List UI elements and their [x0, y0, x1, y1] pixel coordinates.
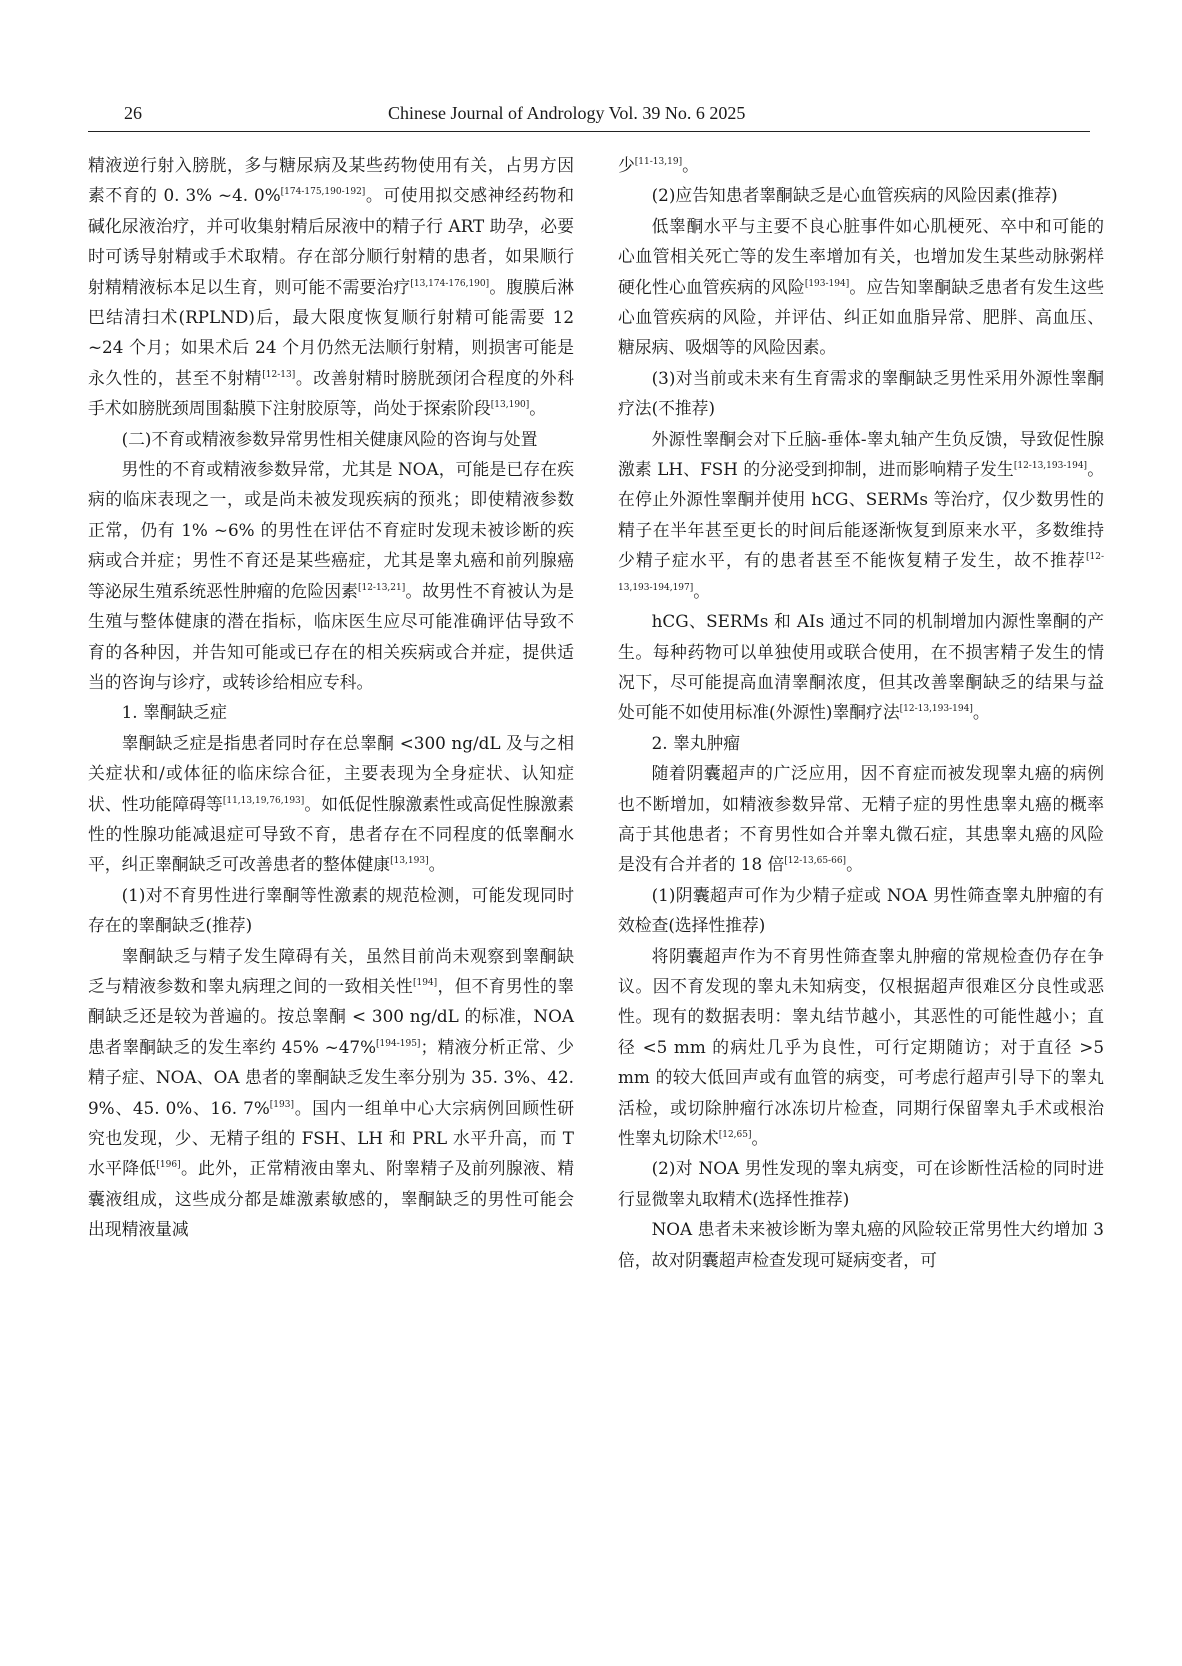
paragraph: [88, 150, 574, 424]
citation-reference: [196]: [156, 1160, 181, 1171]
left-column: [88, 150, 574, 1245]
citation-reference: [13,190]: [490, 400, 530, 411]
citation-reference: [12-13,193-194]: [899, 704, 973, 715]
paragraph: [618, 150, 1104, 180]
paragraph: [618, 363, 1104, 424]
paragraph: [88, 424, 574, 454]
paragraph-text: (二)不育或精液参数异常男性相关健康风险的咨询与处置: [121, 428, 538, 449]
paragraph-text: 。国内一组单中心大宗病例回顾性研究也发现，少、无精子组的 FSH、LH 和 PRL 水平升高，而 T 水平降低: [88, 1097, 574, 1179]
paragraph: [618, 941, 1104, 1154]
citation-reference: [13,174-176,190]: [410, 278, 490, 289]
paragraph-text: 。可使用拟交感神经药物和碱化尿液治疗，并可收集射精后尿液中的精子行 ART 助孕，必要时可诱导射精或手术取精。存在部分顺行射精的患者，如果顺行射精精液标本足以生育，则可能不需要治疗: [88, 185, 574, 297]
paragraph-text: ；精液分析正常、少精子症、NOA、OA 患者的睾酮缺乏发生率分别为 35. 3%、42. 9%、45. 0%、16. 7%: [88, 1036, 574, 1118]
paragraph-text: (1)对不育男性进行睾酮等性激素的规范检测，可能发现同时存在的睾酮缺乏(推荐): [88, 884, 574, 936]
paragraph-text: 。: [682, 155, 699, 175]
citation-reference: [194-195]: [376, 1038, 421, 1049]
paragraph-text: 。故男性不育被认为是生殖与整体健康的潜在指标，临床医生应尽可能准确评估导致不育的各种因，并告知可能或已存在的相关疾病或合并症，提供适当的咨询与诊疗，或转诊给相应专科。: [88, 580, 574, 692]
citation-reference: [194]: [412, 977, 438, 988]
paragraph-text: 随着阴囊超声的广泛应用，因不育症而被发现睾丸癌的病例也不断增加，如精液参数异常、无精子症的男性患睾丸癌的概率高于其他患者；不育男性如合并睾丸微石症，其患睾丸癌的风险是没有合并者的 18 倍: [618, 763, 1104, 875]
paragraph-text: (1)阴囊超声可作为少精子症或 NOA 男性筛查睾丸肿瘤的有效检查(选择性推荐): [618, 884, 1104, 936]
running-header: [88, 103, 1090, 133]
header-rule: [88, 131, 1090, 132]
paragraph: [618, 880, 1104, 941]
paragraph-text: 。在停止外源性睾酮并使用 hCG、SERMs 等治疗，仅少数男性的精子在半年甚至更长的时间后能逐渐恢复到原来水平，多数维持少精子症水平，有的患者甚至不能恢复精子发生，故不推荐: [618, 459, 1104, 571]
page-number: 26: [124, 103, 142, 123]
citation-reference: [12-13,193-194]: [1013, 461, 1088, 472]
citation-reference: [12-13,21]: [357, 582, 406, 593]
paragraph-text: 。此外，正常精液由睾丸、附睾精子及前列腺液、精囊液组成，这些成分都是雄激素敏感的，睾酮缺乏的男性可能会出现精液量减: [88, 1158, 574, 1240]
paragraph-text: 。: [846, 854, 863, 875]
paragraph-text: 。: [428, 854, 446, 875]
paragraph-text: 。: [751, 1128, 769, 1148]
citation-reference: [193-194]: [804, 278, 850, 289]
paragraph-text: 外源性睾酮会对下丘脑-垂体-睾丸轴产生负反馈，导致促性腺激素 LH、FSH 的分泌受到抑制，进而影响精子发生: [618, 428, 1104, 480]
paragraph: [618, 1153, 1104, 1214]
paragraph-text: 1. 睾酮缺乏症: [121, 702, 227, 723]
citation-reference: [12,65]: [718, 1130, 752, 1140]
paragraph-text: 。: [529, 398, 547, 419]
paragraph-text: 男性的不育或精液参数异常，尤其是 NOA，可能是已存在疾病的临床表现之一，或是尚未被发现疾病的预兆；即使精液参数正常，仍有 1% ~6% 的男性在评估不育症时发现未被诊断的疾病或合并症；男性不育还是某些癌症，尤其是睾丸癌和前列腺癌等泌尿生殖系统恶性肿瘤的危险因素: [88, 459, 574, 601]
paragraph-text: 。应告知睾酮缺乏患者有发生这些心血管疾病的风险，并评估、纠正如血脂异常、肥胖、高血压、糖尿病、吸烟等的风险因素。: [618, 276, 1104, 358]
paragraph-text: 少: [618, 155, 635, 175]
paragraph-text: 。如低促性腺激素性或高促性腺激素性的性腺功能减退症可导致不育，患者存在不同程度的低睾酮水平，纠正睾酮缺乏可改善患者的整体健康: [88, 793, 574, 875]
paragraph: [618, 728, 1104, 758]
paragraph: [88, 941, 574, 1245]
citation-reference: [11-13,19]: [634, 157, 683, 167]
citation-reference: [174-175,190-192]: [280, 187, 366, 198]
paragraph: [618, 211, 1104, 363]
paragraph-text: 。: [972, 702, 990, 723]
journal-citation: Chinese Journal of Andrology Vol. 39 No. 6 2025: [388, 103, 746, 123]
paragraph-text: 。: [693, 580, 711, 601]
paragraph-text: (2)应告知患者睾酮缺乏是心血管疾病的风险因素(推荐): [651, 185, 1058, 206]
paragraph: [618, 180, 1104, 210]
paragraph: [618, 758, 1104, 880]
citation-reference: [193]: [269, 1099, 294, 1110]
paragraph-text: hCG、SERMs 和 AIs 通过不同的机制增加内源性睾酮的产生。每种药物可以单独使用或联合使用，在不损害精子发生的情况下，尽可能提高血清睾酮浓度，但其改善睾酮缺乏的结果与益处可能不如使用标准(外源性)睾酮疗法: [618, 611, 1104, 723]
citation-reference: [12-13,65-66]: [784, 856, 847, 867]
paragraph-text: (3)对当前或未来有生育需求的睾酮缺乏男性采用外源性睾酮疗法(不推荐): [618, 367, 1104, 419]
right-column: [618, 150, 1104, 1275]
citation-reference: [11,13,19,76,193]: [222, 795, 305, 806]
paragraph: [618, 424, 1104, 606]
paragraph-text: ，但不育男性的睾酮缺乏还是较为普遍的。按总睾酮 < 300 ng/dL 的标准，NOA 患者睾酮缺乏的发生率约 45% ~47%: [88, 975, 574, 1057]
paragraph: [88, 454, 574, 697]
paragraph-text: 。改善射精时膀胱颈闭合程度的外科手术如膀胱颈周围黏膜下注射胶原等，尚处于探索阶段: [88, 367, 574, 419]
paragraph: [88, 697, 574, 727]
paragraph-text: 睾酮缺乏症是指患者同时存在总睾酮 <300 ng/dL 及与之相关症状和/或体征的临床综合征，主要表现为全身症状、认知症状、性功能障碍等: [88, 732, 574, 814]
paragraph: [88, 880, 574, 941]
citation-reference: [12-13,193-194,197]: [618, 552, 1104, 593]
paragraph-text: 将阴囊超声作为不育男性筛查睾丸肿瘤的常规检查仍存在争议。因不育发现的睾丸未知病变，仅根据超声很难区分良性或恶性。现有的数据表明：睾丸结节越小，其恶性的可能性越小；直径 <5 mm 的病灶几乎为良性，可行定期随访；对于直径 >5 mm 的较大低回声或有血管的病变，可考虑行超声引导下的睾丸活检，或切除肿瘤行冰冻切片检查，同期行保留睾丸手术或根治性睾丸切除术: [618, 945, 1104, 1148]
paragraph: [618, 606, 1104, 728]
citation-reference: [12-13]: [262, 369, 296, 380]
citation-reference: [13,193]: [390, 856, 429, 867]
paragraph: [618, 1214, 1104, 1275]
paragraph-text: 精液逆行射入膀胱，多与糖尿病及某些药物使用有关，占男方因素不育的 0. 3% ~4. 0%: [88, 155, 574, 206]
paragraph-text: 。腹膜后淋巴结清扫术(RPLND)后，最大限度恢复顺行射精可能需要 12 ~24 个月；如果术后 24 个月仍然无法顺行射精，则损害可能是永久性的，甚至不射精: [88, 276, 574, 388]
paragraph: [88, 728, 574, 880]
paragraph-text: (2)对 NOA 男性发现的睾丸病变，可在诊断性活检的同时进行显微睾丸取精术(选择性推荐): [618, 1158, 1104, 1209]
paragraph-text: NOA 患者未来被诊断为睾丸癌的风险较正常男性大约增加 3 倍，故对阴囊超声检查发现可疑病变者，可: [618, 1219, 1104, 1270]
paragraph-text: 2. 睾丸肿瘤: [651, 732, 741, 753]
paragraph-text: 低睾酮水平与主要不良心脏事件如心肌梗死、卒中和可能的心血管相关死亡等的发生率增加有关，也增加发生某些动脉粥样硬化性心血管疾病的风险: [618, 215, 1104, 297]
paragraph-text: 睾酮缺乏与精子发生障碍有关，虽然目前尚未观察到睾酮缺乏与精液参数和睾丸病理之间的一致相关性: [88, 945, 574, 996]
